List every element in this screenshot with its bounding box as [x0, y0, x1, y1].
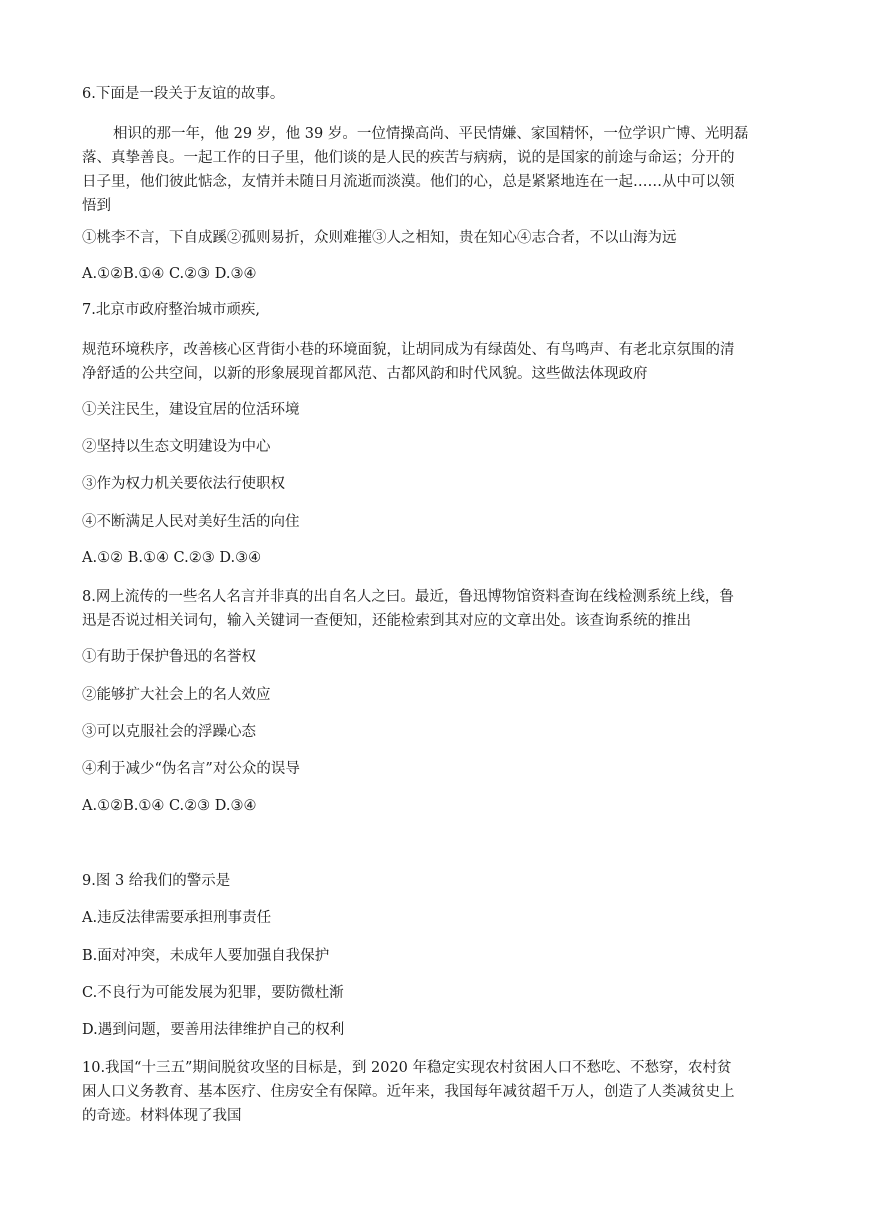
q8-stem-line: 迅是否说过相关词句，输入关键词一查便知，还能检索到其对应的文章出处。该查询系统的推出	[82, 613, 691, 629]
q6-statements: ①桃李不言，下自成蹊②孤则易折，众则难摧③人之相知，贵在知心④志合者，不以山海为远	[82, 230, 677, 246]
q10-stem-line: 的奇迹。材料体现了我国	[82, 1108, 242, 1124]
q8-statement: ④利于减少“伪名言”对公众的误导	[82, 761, 300, 777]
q9-option: C.不良行为可能发展为犯罪，要防微杜渐	[82, 985, 344, 1001]
q7-stem: 7.北京市政府整治城市顽疾,	[82, 302, 260, 318]
q6-options: A.①②B.①④ C.②③ D.③④	[82, 266, 257, 282]
q7-statement: ③作为权力机关要依法行使职权	[82, 476, 285, 492]
q10-stem-line: 困人口义务教育、基本医疗、住房安全有保障。近年来，我国每年减贫超千万人，创造了人类减贫史上	[82, 1084, 735, 1100]
q9-option: A.违反法律需要承担刑事责任	[82, 910, 272, 926]
q6-passage-line: 日子里，他们彼此惦念，友情并未随日月流逝而淡漠。他们的心，总是紧紧地连在一起……从中可以领	[82, 174, 735, 190]
q9-stem: 9.图 3 给我们的警示是	[82, 873, 231, 889]
q6-passage-line: 落、真挚善良。一起工作的日子里，他们谈的是人民的疾苦与病病，说的是国家的前途与命运；分开的	[82, 150, 735, 166]
q8-statement: ③可以克服社会的浮躁心态	[82, 724, 256, 740]
q9-option: B.面对冲突，未成年人要加强自我保护	[82, 948, 330, 964]
q7-statement: ①关注民生，建设宜居的位活环境	[82, 402, 300, 418]
q6-passage-line: 相识的那一年，他 29 岁，他 39 岁。一位情操高尚、平民情嫌、家国精怀，一位学识广博、光明磊	[113, 126, 749, 142]
q6-passage-line: 悟到	[82, 198, 111, 214]
q7-body-line: 净舒适的公共空间，以新的形象展现首都风范、古都风韵和时代风貌。这些做法体现政府	[82, 366, 648, 382]
q8-statement: ①有助于保护鲁迅的名誉权	[82, 649, 256, 665]
q9-option: D.遇到问题，要善用法律维护自己的权利	[82, 1022, 345, 1038]
q8-options: A.①②B.①④ C.②③ D.③④	[82, 798, 257, 814]
q10-stem-line: 10.我国“十三五”期间脱贫攻坚的目标是，到 2020 年稳定实现农村贫困人口不愁吃、不愁穿，农村贫	[82, 1060, 732, 1076]
q8-stem-line: 8.网上流传的一些名人名言并非真的出自名人之曰。最近，鲁迅博物馆资料查询在线检测系统上线，鲁	[82, 589, 734, 605]
q7-options: A.①② B.①④ C.②③ D.③④	[82, 550, 262, 566]
q7-body-line: 规范环境秩序，改善核心区背街小巷的环境面貌，让胡同成为有绿茵处、有鸟鸣声、有老北京氛围的清	[82, 342, 735, 358]
q7-statement: ②坚持以生态文明建设为中心	[82, 439, 271, 455]
q6-stem: 6.下面是一段关于友谊的故事。	[82, 86, 285, 102]
q7-statement: ④不断满足人民对美好生活的向住	[82, 514, 300, 530]
q8-statement: ②能够扩大社会上的名人效应	[82, 687, 271, 703]
